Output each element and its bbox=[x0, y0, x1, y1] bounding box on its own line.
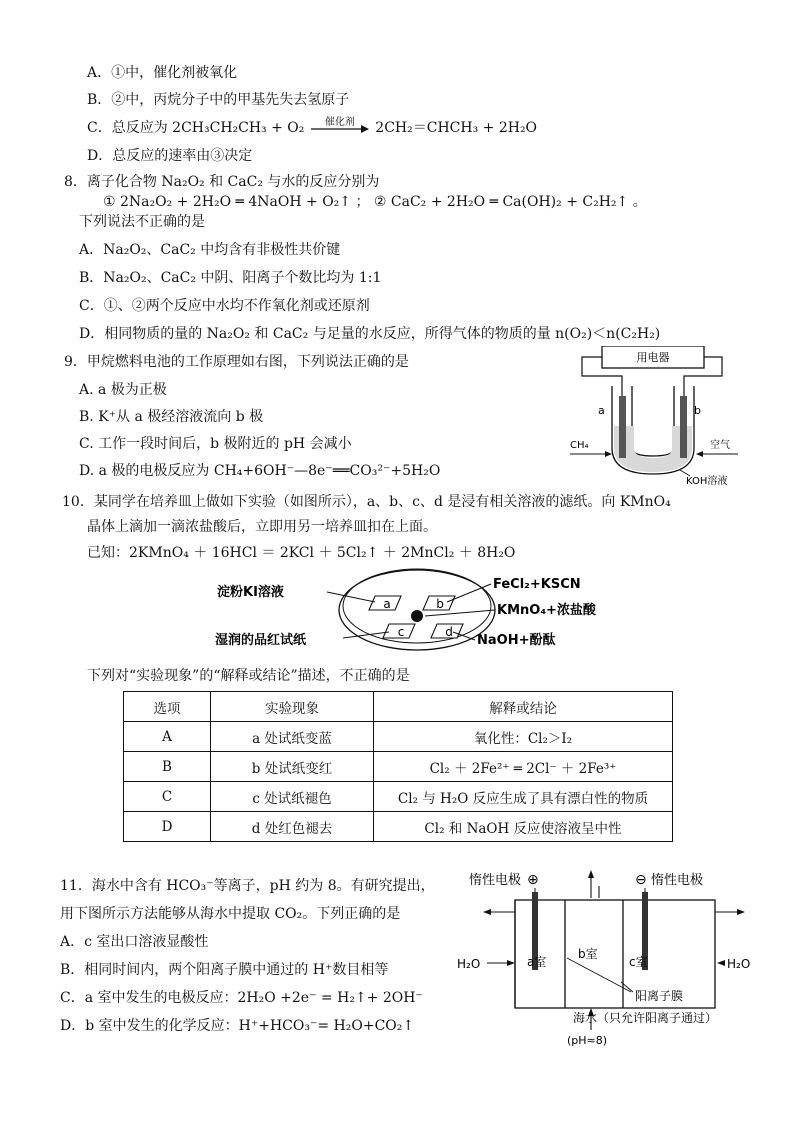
label-b: b bbox=[694, 404, 701, 417]
label-h2o-left: H₂O bbox=[457, 957, 481, 971]
cell-explanation: 氧化性：Cl₂＞I₂ bbox=[374, 722, 673, 752]
label-a-room: a室 bbox=[527, 955, 547, 969]
q10-results-table bbox=[123, 691, 673, 842]
label-h2o-right: H₂O bbox=[727, 957, 751, 971]
cell-phenomenon: a 处试纸变蓝 bbox=[211, 722, 374, 752]
cell-option: C bbox=[124, 782, 211, 812]
cell-option: B bbox=[124, 752, 211, 782]
anode-plus-icon: ⊕ bbox=[527, 872, 539, 888]
q8-option-a: A．Na₂O₂、CaC₂ 中均含有非极性共价键 bbox=[79, 242, 341, 258]
cell-phenomenon: b 处试纸变红 bbox=[211, 752, 374, 782]
fuel-cell-diagram bbox=[560, 346, 760, 490]
q11-option-b: B．相同时间内，两个阳离子膜中通过的 H⁺数目相等 bbox=[60, 962, 389, 978]
cathode-minus-icon: ⊖ bbox=[635, 872, 647, 888]
cell-explanation: Cl₂ ＋ 2Fe²⁺ ═ 2Cl⁻ ＋ 2Fe³⁺ bbox=[374, 752, 673, 782]
q11-option-a: A．c 室出口溶液显酸性 bbox=[60, 934, 209, 950]
label-kmno4-hcl: KMnO₄+浓盐酸 bbox=[497, 603, 596, 618]
q11-option-c: C．a 室中发生的电极反应：2H₂O +2e⁻ = H₂↑+ 2OH⁻ bbox=[60, 990, 423, 1006]
label-fecl2-kscn: FeCl₂+KSCN bbox=[493, 577, 581, 592]
cell-explanation: Cl₂ 与 H₂O 反应生成了具有漂白性的物质 bbox=[374, 782, 673, 812]
label-koh: KOH溶液 bbox=[686, 476, 728, 487]
paper-d: d bbox=[445, 625, 453, 639]
q9-option-c: C. 工作一段时间后，b 极附近的 pH 会减小 bbox=[79, 436, 352, 452]
label-cation-membrane: 阳离子膜 bbox=[635, 989, 684, 1003]
catalyst-arrow bbox=[309, 118, 371, 138]
table-row bbox=[124, 812, 673, 842]
q10-stem-1: 10．某同学在培养皿上做如下实验（如图所示），a、b、c、d 是浸有相关溶液的滤纸。向 KMnO₄ bbox=[62, 494, 671, 510]
label-air: 空气 bbox=[710, 440, 730, 451]
q8-equations: ① 2Na₂O₂ + 2H₂O ═ 4NaOH + O₂↑ ； ② CaC₂ + 2H₂O ═ Ca(OH)₂ + C₂H₂↑ 。 bbox=[103, 194, 647, 210]
q9-option-a: A. a 极为正极 bbox=[79, 382, 167, 398]
label-inert-electrode-left: 惰性电极 bbox=[469, 873, 522, 888]
q7-option-b: B．②中，丙烷分子中的甲基先失去氢原子 bbox=[87, 92, 350, 108]
q10-ask: 下列对“实验现象”的“解释或结论”描述，不正确的是 bbox=[87, 668, 410, 684]
label-inert-electrode-right: 惰性电极 bbox=[651, 873, 704, 888]
label-b-room: b室 bbox=[578, 947, 598, 961]
paper-b: b bbox=[436, 597, 444, 611]
q9-stem: 9．甲烷燃料电池的工作原理如右图，下列说法正确的是 bbox=[64, 354, 409, 370]
label-c-room: c室 bbox=[629, 955, 648, 969]
label-naoh-phenolphthalein: NaOH+酚酞 bbox=[477, 633, 556, 648]
q7-option-d: D．总反应的速率由③决定 bbox=[87, 148, 253, 164]
col-header-option: 选项 bbox=[124, 692, 211, 722]
q8-stem: 8．离子化合物 Na₂O₂ 和 CaC₂ 与水的反应分别为 bbox=[64, 174, 380, 190]
device-label: 用电器 bbox=[636, 351, 670, 364]
label-magenta-paper: 湿润的品红试纸 bbox=[215, 633, 307, 648]
electrode-b bbox=[680, 396, 687, 458]
cell-phenomenon: c 处试纸褪色 bbox=[211, 782, 374, 812]
table-header-row bbox=[124, 692, 673, 722]
catalyst-label: 催化剂 bbox=[324, 117, 355, 128]
q9-option-b: B. K⁺从 a 极经溶液流向 b 极 bbox=[79, 409, 264, 425]
kmno4-crystal bbox=[411, 610, 423, 622]
q8-option-d: D．相同物质的量的 Na₂O₂ 和 CaC₂ 与足量的水反应，所得气体的物质的量 n(O₂)＜n(C₂H₂) bbox=[79, 326, 661, 342]
q7-option-c-right: 2CH₂＝CHCH₃ + 2H₂O bbox=[375, 120, 538, 136]
table-row bbox=[124, 782, 673, 812]
label-a: a bbox=[598, 404, 605, 417]
q7-option-c bbox=[87, 118, 537, 138]
cell-option: D bbox=[124, 812, 211, 842]
paper-c: c bbox=[397, 625, 405, 639]
q11-stem-2: 用下图所示方法能够从海水中提取 CO₂。下列正确的是 bbox=[60, 906, 401, 922]
q11-option-d: D．b 室中发生的化学反应：H⁺+HCO₃⁻= H₂O+CO₂↑ bbox=[60, 1018, 415, 1034]
q7-option-a: A．①中，催化剂被氧化 bbox=[87, 65, 238, 81]
table-row bbox=[124, 752, 673, 782]
electrodialysis-diagram bbox=[455, 862, 755, 1052]
cell-phenomenon: d 处红色褪去 bbox=[211, 812, 374, 842]
electrode-a bbox=[619, 396, 626, 458]
q8-option-b: B．Na₂O₂、CaC₂ 中阴、阳离子个数比均为 1:1 bbox=[79, 270, 382, 286]
label-starch-ki: 淀粉KI溶液 bbox=[217, 585, 284, 600]
label-ph: (pH≈8) bbox=[567, 1034, 608, 1047]
paper-a: a bbox=[383, 597, 391, 611]
cell-explanation: Cl₂ 和 NaOH 反应使溶液呈中性 bbox=[374, 812, 673, 842]
q8-ask: 下列说法不正确的是 bbox=[79, 214, 205, 230]
col-header-phenomenon: 实验现象 bbox=[211, 692, 374, 722]
q10-known: 已知：2KMnO₄ ＋ 16HCl ＝ 2KCl ＋ 5Cl₂↑ ＋ 2MnCl₂ ＋ 8H₂O bbox=[87, 545, 516, 561]
col-header-explanation: 解释或结论 bbox=[374, 692, 673, 722]
q9-option-d: D. a 极的电极反应为 CH₄+6OH⁻—8e⁻══CO₃²⁻+5H₂O bbox=[79, 463, 441, 479]
cell-option: A bbox=[124, 722, 211, 752]
q8-option-c: C．①、②两个反应中水均不作氧化剂或还原剂 bbox=[79, 298, 370, 314]
q10-stem-2: 晶体上滴加一滴浓盐酸后，立即用另一培养皿扣在上面。 bbox=[87, 519, 437, 535]
q11-stem-1: 11．海水中含有 HCO₃⁻等离子，pH 约为 8。有研究提出， bbox=[60, 878, 435, 894]
q7-option-c-left: C．总反应为 2CH₃CH₂CH₃ + O₂ bbox=[87, 120, 305, 136]
petri-dish-diagram bbox=[215, 566, 655, 662]
label-seawater: 海水（只允许阳离子通过） bbox=[573, 1011, 718, 1025]
table-row bbox=[124, 722, 673, 752]
label-ch4: CH₄ bbox=[570, 440, 589, 451]
